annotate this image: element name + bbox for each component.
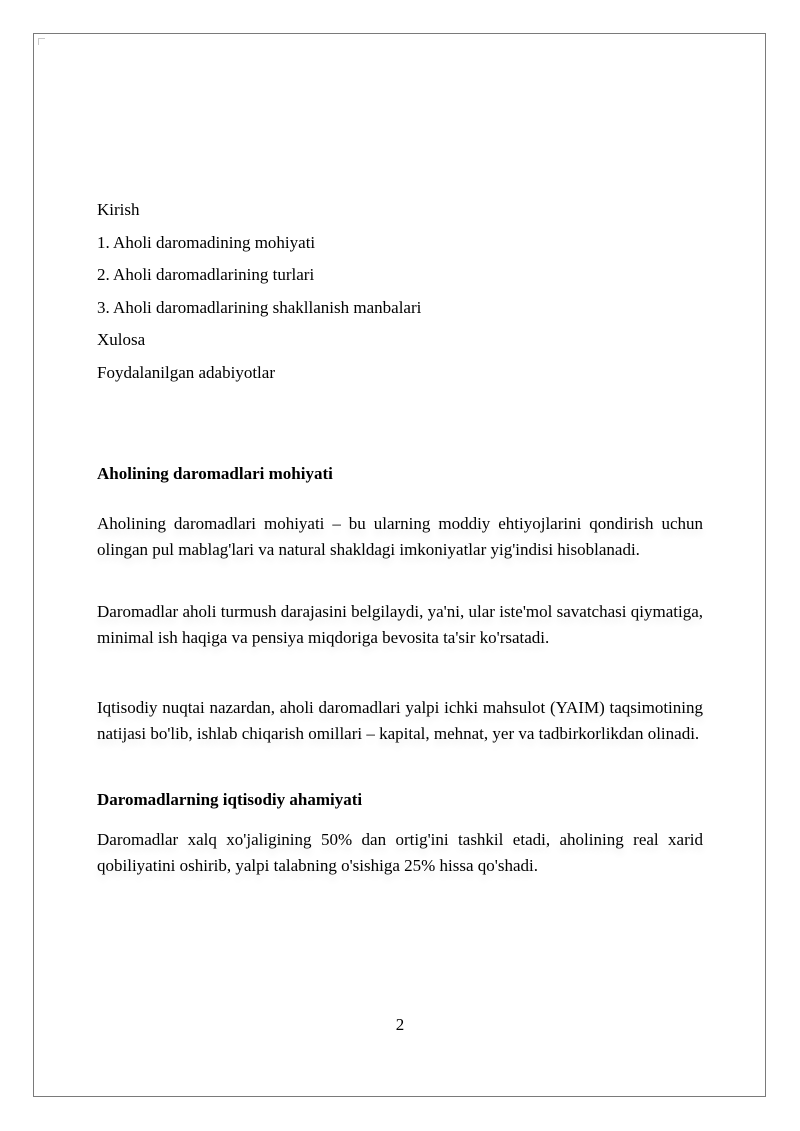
toc-item: 2. Aholi daromadlarining turlari	[97, 265, 315, 284]
section-heading: Aholining daromadlari mohiyati	[97, 463, 333, 483]
toc-item: 1. Aholi daromadining mohiyati	[97, 232, 316, 252]
paragraph: Iqtisodiy nuqtai nazardan, aholi daromadlari yalpi ichki mahsulot (YAIM) taqsimotining natijasi bo'lib, ishlab chiqarish omillari – kapital, mehnat, yer va tadbirkorlikdan olinadi.	[97, 697, 703, 743]
toc-item: Foydalanilgan adabiyotlar	[97, 362, 275, 382]
toc-item: 3. Aholi daromadlarining shakllanish manbalari	[97, 297, 422, 317]
table-of-contents	[97, 199, 703, 384]
toc-item: Xulosa	[97, 330, 146, 349]
page-number: 2	[395, 1015, 405, 1034]
document-body	[97, 199, 703, 879]
paragraph: Daromadlar xalq xo'jaligining 50% dan ortig'ini tashkil etadi, aholining real xarid qobiliyatini oshirib, yalpi talabning o'sishiga 25% hissa qo'shadi.	[97, 829, 703, 875]
paragraph: Daromadlar aholi turmush darajasini belgilaydi, ya'ni, ular iste'mol savatchasi qiymatiga, minimal ish haqiga va pensiya miqdoriga bevosita ta'sir ko'rsatadi.	[97, 601, 703, 647]
toc-item: Kirish	[97, 200, 140, 219]
corner-crop-mark	[38, 38, 45, 45]
paragraph: Aholining daromadlari mohiyati – bu ularning moddiy ehtiyojlarini qondirish uchun olingan pul mablag'lari va natural shakldagi imkoniyatlar yig'indisi hisoblanadi.	[97, 513, 703, 559]
section-heading: Daromadlarning iqtisodiy ahamiyati	[97, 789, 363, 809]
